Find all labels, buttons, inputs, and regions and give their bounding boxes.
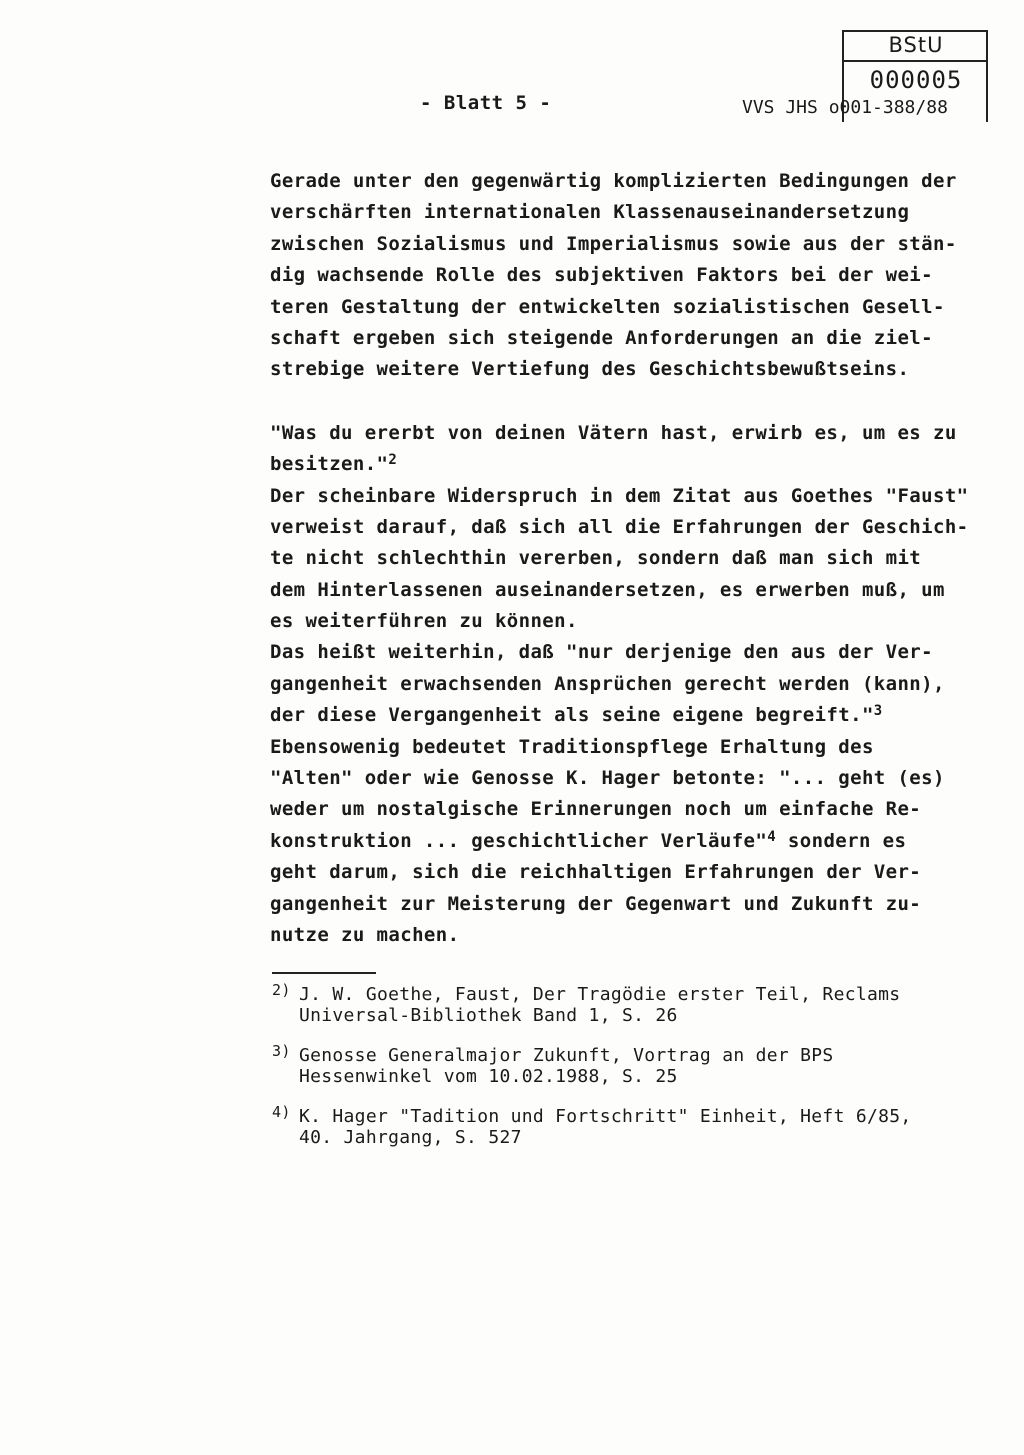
text-line: verschärften internationalen Klassenauseinandersetzung xyxy=(270,201,910,224)
text-line: gangenheit erwachsenden Ansprüchen gerecht werden (kann), xyxy=(270,672,945,695)
text-line: te nicht schlechthin vererben, sondern daß man sich mit xyxy=(270,547,922,570)
text-segment: der diese Vergangenheit als seine eigene begreift." xyxy=(270,704,874,727)
stamp-number: 000005 xyxy=(869,66,963,94)
text-line: zwischen Sozialismus und Imperialismus sowie aus der stän- xyxy=(270,232,957,255)
footnote-line: K. Hager "Tadition und Fortschritt" Einheit, Heft 6/85, xyxy=(299,1106,912,1127)
text-line: weder um nostalgische Erinnerungen noch um einfache Re- xyxy=(270,798,922,821)
text-line: es weiterführen zu können. xyxy=(270,610,578,633)
text-segment: konstruktion ... geschichtlicher Verläufe" xyxy=(270,829,768,852)
text-line: nutze zu machen. xyxy=(270,923,460,946)
quote-text: besitzen." xyxy=(270,453,389,476)
footnote-mark: 4) xyxy=(272,1103,291,1121)
text-line xyxy=(270,700,1000,731)
text-line: gangenheit zur Meisterung der Gegenwart und Zukunft zu- xyxy=(270,892,922,915)
text-line: geht darum, sich die reichhaltigen Erfahrungen der Ver- xyxy=(270,861,922,884)
footnote-2 xyxy=(272,981,1002,1026)
footnote-reference: 2 xyxy=(388,452,398,469)
text-line: dig wachsende Rolle des subjektiven Faktors bei der wei- xyxy=(270,264,933,287)
text-line: schaft ergeben sich steigende Anforderungen an die ziel- xyxy=(270,326,933,349)
footnote-line: Genosse Generalmajor Zukunft, Vortrag an der BPS xyxy=(299,1045,834,1066)
footnote-reference: 3 xyxy=(873,703,883,720)
quote-line xyxy=(270,449,1000,480)
stamp-divider xyxy=(844,60,988,62)
footnotes xyxy=(272,981,1002,1167)
footnote-mark: 2) xyxy=(272,981,291,999)
footnote-mark: 3) xyxy=(272,1042,291,1060)
footnote-line: J. W. Goethe, Faust, Der Tragödie erster Teil, Reclams xyxy=(299,984,901,1005)
footnote-separator xyxy=(272,972,376,974)
text-line: Das heißt weiterhin, daß "nur derjenige den aus der Ver- xyxy=(270,641,933,664)
text-line: Ebensowenig bedeutet Traditionspflege Erhaltung des xyxy=(270,735,874,758)
footnote-line: 40. Jahrgang, S. 527 xyxy=(299,1127,522,1148)
quote-line: "Was du ererbt von deinen Vätern hast, erwirb es, um es zu xyxy=(270,421,957,444)
footnote-reference: 4 xyxy=(767,828,777,845)
text-segment: sondern es xyxy=(776,829,907,852)
text-line: teren Gestaltung der entwickelten sozialistischen Gesell- xyxy=(270,295,945,318)
text-line: Der scheinbare Widerspruch in dem Zitat aus Goethes "Faust" xyxy=(270,484,969,507)
text-line: Gerade unter den gegenwärtig komplizierten Bedingungen der xyxy=(270,170,957,192)
stamp-label: BStU xyxy=(888,33,944,57)
paragraph-gap xyxy=(270,386,1000,418)
text-line: strebige weitere Vertiefung des Geschichtsbewußtseins. xyxy=(270,358,910,381)
footnote-3 xyxy=(272,1042,1002,1087)
body-text xyxy=(270,166,1000,951)
sheet-number: - Blatt 5 - xyxy=(420,92,552,114)
document-reference: VVS JHS o001-388/88 xyxy=(742,97,948,118)
text-line xyxy=(270,826,1000,857)
text-line: dem Hinterlassenen auseinandersetzen, es erwerben muß, um xyxy=(270,578,945,601)
footnote-4 xyxy=(272,1103,1002,1148)
footnote-line: Universal-Bibliothek Band 1, S. 26 xyxy=(299,1005,678,1026)
text-line: "Alten" oder wie Genosse K. Hager betonte: "... geht (es) xyxy=(270,767,945,790)
text-line: verweist darauf, daß sich all die Erfahrungen der Geschich- xyxy=(270,515,969,538)
footnote-line: Hessenwinkel vom 10.02.1988, S. 25 xyxy=(299,1066,678,1087)
